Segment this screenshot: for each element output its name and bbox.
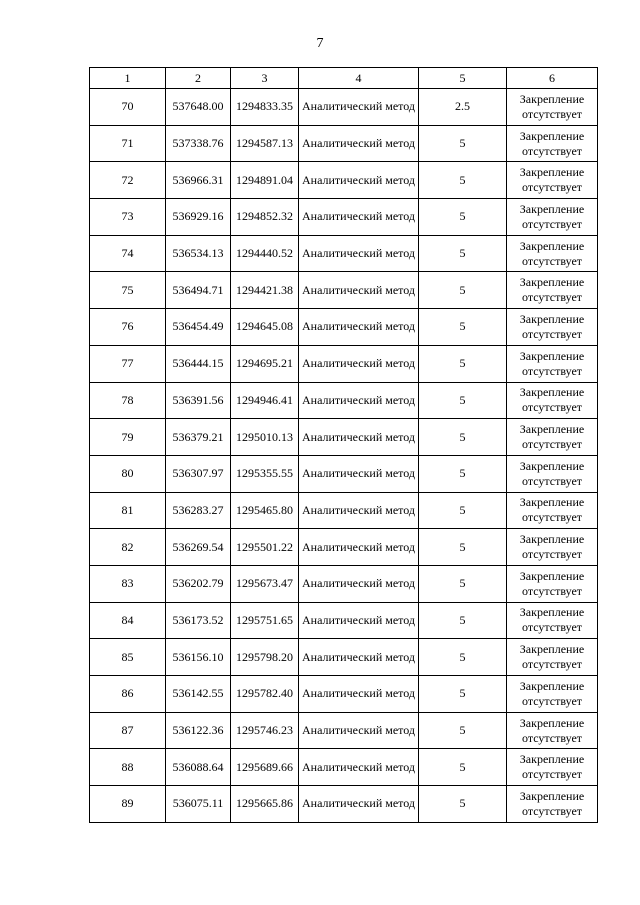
table-row <box>90 419 598 456</box>
accuracy-cell: 5 <box>419 199 507 236</box>
y-coordinate-cell: 1294440.52 <box>231 235 299 272</box>
accuracy-cell: 5 <box>419 272 507 309</box>
point-number-cell: 88 <box>90 749 166 786</box>
x-coordinate-cell: 536307.97 <box>166 455 231 492</box>
y-coordinate-cell: 1294833.35 <box>231 89 299 126</box>
method-cell: Аналитический метод <box>299 309 419 346</box>
point-number-cell: 76 <box>90 309 166 346</box>
method-cell: Аналитический метод <box>299 125 419 162</box>
table-row <box>90 492 598 529</box>
header-col-3: 3 <box>231 68 299 89</box>
accuracy-cell: 5 <box>419 529 507 566</box>
header-col-1: 1 <box>90 68 166 89</box>
table-row <box>90 786 598 823</box>
table-row <box>90 455 598 492</box>
accuracy-cell: 5 <box>419 565 507 602</box>
y-coordinate-cell: 1295751.65 <box>231 602 299 639</box>
x-coordinate-cell: 536283.27 <box>166 492 231 529</box>
table-row <box>90 89 598 126</box>
header-col-4: 4 <box>299 68 419 89</box>
x-coordinate-cell: 537648.00 <box>166 89 231 126</box>
fixing-cell: Закрепление отсутствует <box>507 235 598 272</box>
table-row <box>90 639 598 676</box>
x-coordinate-cell: 536391.56 <box>166 382 231 419</box>
fixing-cell: Закрепление отсутствует <box>507 786 598 823</box>
y-coordinate-cell: 1295010.13 <box>231 419 299 456</box>
y-coordinate-cell: 1295798.20 <box>231 639 299 676</box>
coordinates-table <box>89 67 598 823</box>
method-cell: Аналитический метод <box>299 712 419 749</box>
method-cell: Аналитический метод <box>299 749 419 786</box>
fixing-cell: Закрепление отсутствует <box>507 455 598 492</box>
point-number-cell: 86 <box>90 676 166 713</box>
method-cell: Аналитический метод <box>299 786 419 823</box>
accuracy-cell: 5 <box>419 639 507 676</box>
method-cell: Аналитический метод <box>299 199 419 236</box>
method-cell: Аналитический метод <box>299 235 419 272</box>
x-coordinate-cell: 536156.10 <box>166 639 231 676</box>
method-cell: Аналитический метод <box>299 529 419 566</box>
accuracy-cell: 5 <box>419 492 507 529</box>
method-cell: Аналитический метод <box>299 676 419 713</box>
x-coordinate-cell: 536444.15 <box>166 345 231 382</box>
header-col-2: 2 <box>166 68 231 89</box>
method-cell: Аналитический метод <box>299 492 419 529</box>
accuracy-cell: 5 <box>419 749 507 786</box>
y-coordinate-cell: 1294587.13 <box>231 125 299 162</box>
method-cell: Аналитический метод <box>299 382 419 419</box>
page-number: 7 <box>316 36 324 51</box>
table-header <box>90 68 598 89</box>
method-cell: Аналитический метод <box>299 89 419 126</box>
x-coordinate-cell: 536534.13 <box>166 235 231 272</box>
fixing-cell: Закрепление отсутствует <box>507 419 598 456</box>
header-col-5: 5 <box>419 68 507 89</box>
point-number-cell: 72 <box>90 162 166 199</box>
accuracy-cell: 5 <box>419 235 507 272</box>
method-cell: Аналитический метод <box>299 455 419 492</box>
fixing-cell: Закрепление отсутствует <box>507 125 598 162</box>
accuracy-cell: 5 <box>419 125 507 162</box>
method-cell: Аналитический метод <box>299 272 419 309</box>
x-coordinate-cell: 536929.16 <box>166 199 231 236</box>
table-body <box>90 89 598 823</box>
fixing-cell: Закрепление отсутствует <box>507 345 598 382</box>
table-row <box>90 749 598 786</box>
y-coordinate-cell: 1295782.40 <box>231 676 299 713</box>
x-coordinate-cell: 536142.55 <box>166 676 231 713</box>
method-cell: Аналитический метод <box>299 345 419 382</box>
fixing-cell: Закрепление отсутствует <box>507 199 598 236</box>
y-coordinate-cell: 1295746.23 <box>231 712 299 749</box>
point-number-cell: 70 <box>90 89 166 126</box>
method-cell: Аналитический метод <box>299 162 419 199</box>
fixing-cell: Закрепление отсутствует <box>507 492 598 529</box>
point-number-cell: 83 <box>90 565 166 602</box>
point-number-cell: 80 <box>90 455 166 492</box>
accuracy-cell: 5 <box>419 455 507 492</box>
accuracy-cell: 5 <box>419 676 507 713</box>
x-coordinate-cell: 536966.31 <box>166 162 231 199</box>
fixing-cell: Закрепление отсутствует <box>507 639 598 676</box>
x-coordinate-cell: 536122.36 <box>166 712 231 749</box>
table-row <box>90 602 598 639</box>
fixing-cell: Закрепление отсутствует <box>507 272 598 309</box>
point-number-cell: 74 <box>90 235 166 272</box>
y-coordinate-cell: 1295465.80 <box>231 492 299 529</box>
y-coordinate-cell: 1295673.47 <box>231 565 299 602</box>
point-number-cell: 84 <box>90 602 166 639</box>
method-cell: Аналитический метод <box>299 565 419 602</box>
y-coordinate-cell: 1294695.21 <box>231 345 299 382</box>
fixing-cell: Закрепление отсутствует <box>507 749 598 786</box>
y-coordinate-cell: 1295665.86 <box>231 786 299 823</box>
table-row <box>90 125 598 162</box>
table-row <box>90 345 598 382</box>
table-row <box>90 529 598 566</box>
y-coordinate-cell: 1295501.22 <box>231 529 299 566</box>
fixing-cell: Закрепление отсутствует <box>507 89 598 126</box>
method-cell: Аналитический метод <box>299 419 419 456</box>
fixing-cell: Закрепление отсутствует <box>507 602 598 639</box>
method-cell: Аналитический метод <box>299 602 419 639</box>
point-number-cell: 75 <box>90 272 166 309</box>
accuracy-cell: 5 <box>419 162 507 199</box>
fixing-cell: Закрепление отсутствует <box>507 309 598 346</box>
table-row <box>90 272 598 309</box>
table-row <box>90 676 598 713</box>
x-coordinate-cell: 536202.79 <box>166 565 231 602</box>
fixing-cell: Закрепление отсутствует <box>507 162 598 199</box>
fixing-cell: Закрепление отсутствует <box>507 712 598 749</box>
x-coordinate-cell: 536454.49 <box>166 309 231 346</box>
point-number-cell: 81 <box>90 492 166 529</box>
table-row <box>90 162 598 199</box>
y-coordinate-cell: 1294852.32 <box>231 199 299 236</box>
point-number-cell: 73 <box>90 199 166 236</box>
table-row <box>90 199 598 236</box>
point-number-cell: 78 <box>90 382 166 419</box>
fixing-cell: Закрепление отсутствует <box>507 676 598 713</box>
x-coordinate-cell: 536173.52 <box>166 602 231 639</box>
y-coordinate-cell: 1294645.08 <box>231 309 299 346</box>
point-number-cell: 87 <box>90 712 166 749</box>
fixing-cell: Закрепление отсутствует <box>507 382 598 419</box>
x-coordinate-cell: 536269.54 <box>166 529 231 566</box>
fixing-cell: Закрепление отсутствует <box>507 529 598 566</box>
x-coordinate-cell: 536379.21 <box>166 419 231 456</box>
point-number-cell: 77 <box>90 345 166 382</box>
x-coordinate-cell: 536088.64 <box>166 749 231 786</box>
table-row <box>90 235 598 272</box>
table-row <box>90 382 598 419</box>
y-coordinate-cell: 1295355.55 <box>231 455 299 492</box>
fixing-cell: Закрепление отсутствует <box>507 565 598 602</box>
y-coordinate-cell: 1294946.41 <box>231 382 299 419</box>
point-number-cell: 85 <box>90 639 166 676</box>
accuracy-cell: 5 <box>419 382 507 419</box>
x-coordinate-cell: 537338.76 <box>166 125 231 162</box>
accuracy-cell: 5 <box>419 712 507 749</box>
point-number-cell: 71 <box>90 125 166 162</box>
y-coordinate-cell: 1294421.38 <box>231 272 299 309</box>
accuracy-cell: 5 <box>419 786 507 823</box>
accuracy-cell: 5 <box>419 309 507 346</box>
point-number-cell: 89 <box>90 786 166 823</box>
table-row <box>90 309 598 346</box>
method-cell: Аналитический метод <box>299 639 419 676</box>
y-coordinate-cell: 1295689.66 <box>231 749 299 786</box>
x-coordinate-cell: 536075.11 <box>166 786 231 823</box>
accuracy-cell: 5 <box>419 345 507 382</box>
table-row <box>90 712 598 749</box>
point-number-cell: 79 <box>90 419 166 456</box>
header-row <box>90 68 598 89</box>
accuracy-cell: 5 <box>419 419 507 456</box>
accuracy-cell: 5 <box>419 602 507 639</box>
accuracy-cell: 2.5 <box>419 89 507 126</box>
header-col-6: 6 <box>507 68 598 89</box>
point-number-cell: 82 <box>90 529 166 566</box>
x-coordinate-cell: 536494.71 <box>166 272 231 309</box>
y-coordinate-cell: 1294891.04 <box>231 162 299 199</box>
table-row <box>90 565 598 602</box>
